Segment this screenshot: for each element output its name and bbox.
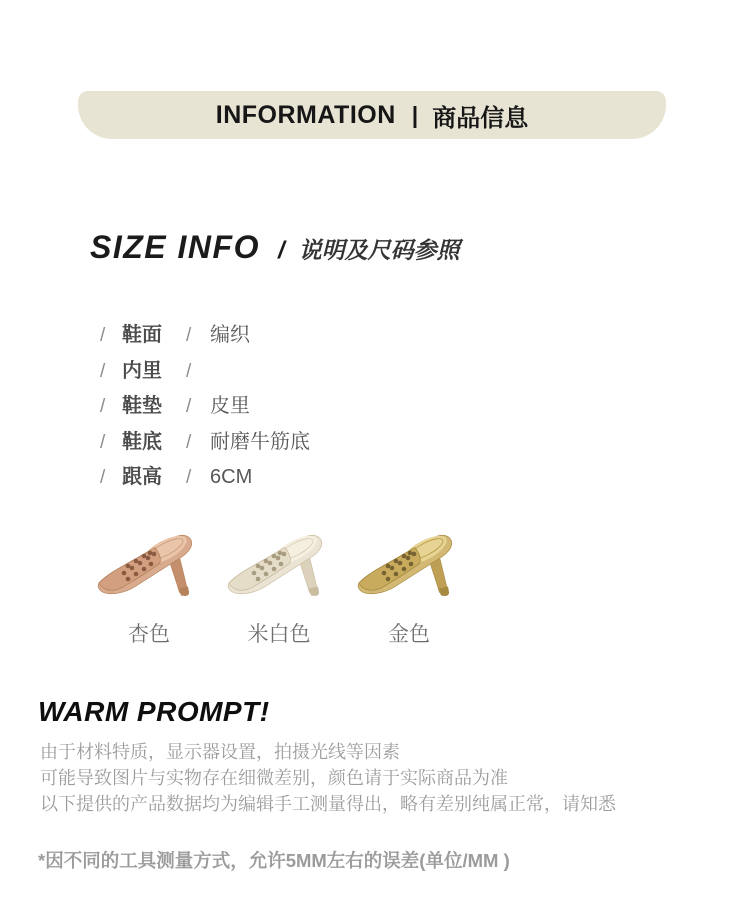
- spec-slash: /: [186, 360, 192, 382]
- spec-value: 皮里: [210, 395, 250, 418]
- spec-value: 耐磨牛筋底: [210, 430, 310, 453]
- shoe-image: [351, 512, 467, 612]
- warm-prompt-title: WARM PROMPT!: [38, 696, 270, 727]
- colorway-label: 杏色: [128, 623, 170, 646]
- colorway-row: [84, 512, 474, 648]
- note-line: 由于材料特质，显示器设置，拍摄光线等因素: [40, 742, 400, 762]
- spec-slash: /: [100, 431, 106, 453]
- spec-label: 内里: [122, 359, 162, 382]
- colorway-card-gold: [344, 512, 474, 648]
- spec-label: 鞋垫: [122, 395, 162, 418]
- spec-slash: /: [186, 325, 192, 346]
- spec-row-insole: [100, 389, 310, 425]
- shoe-image: [221, 512, 337, 612]
- spec-slash: /: [100, 325, 106, 346]
- measurement-footnote: *因不同的工具测量方式，允许5MM左右的误差(单位/MM ): [38, 850, 510, 871]
- spec-slash: /: [100, 396, 106, 418]
- colorway-label: 米白色: [247, 623, 311, 646]
- banner-title-en: INFORMATION: [215, 100, 396, 129]
- spec-row-lining: [100, 354, 310, 390]
- spec-list: [100, 318, 310, 496]
- note-line: 可能导致图片与实物存在细微差别，颜色请于实际商品为准: [40, 768, 508, 788]
- spec-slash: /: [186, 431, 192, 453]
- colorway-card-apricot: [84, 512, 214, 648]
- banner-divider: |: [411, 101, 419, 128]
- info-banner: [78, 91, 666, 139]
- size-info-subtitle: 说明及尺码参照: [298, 237, 460, 263]
- spec-slash: /: [186, 396, 192, 418]
- size-info-header: [90, 229, 460, 266]
- colorway-card-cream: [214, 512, 344, 648]
- spec-row-outsole: [100, 425, 310, 461]
- spec-label: 跟高: [122, 466, 162, 489]
- spec-row-upper: [100, 318, 310, 354]
- spec-label: 鞋底: [122, 430, 162, 453]
- colorway-label: 金色: [388, 623, 430, 646]
- spec-slash: /: [100, 467, 106, 489]
- spec-slash: /: [186, 467, 192, 489]
- note-line: 以下提供的产品数据均为编辑手工测量得出，略有差别纯属正常，请知悉: [40, 794, 616, 814]
- spec-value: 6CM: [210, 466, 253, 489]
- spec-value: 编织: [210, 324, 250, 346]
- spec-row-heel-height: [100, 460, 310, 496]
- spec-slash: /: [100, 360, 106, 382]
- warm-prompt-notes: [40, 739, 616, 817]
- size-info-slash: /: [277, 237, 285, 264]
- spec-label: 鞋面: [122, 324, 162, 346]
- shoe-image: [91, 512, 207, 612]
- size-info-title: SIZE INFO: [90, 229, 260, 265]
- banner-title-zh: 商品信息: [432, 104, 529, 132]
